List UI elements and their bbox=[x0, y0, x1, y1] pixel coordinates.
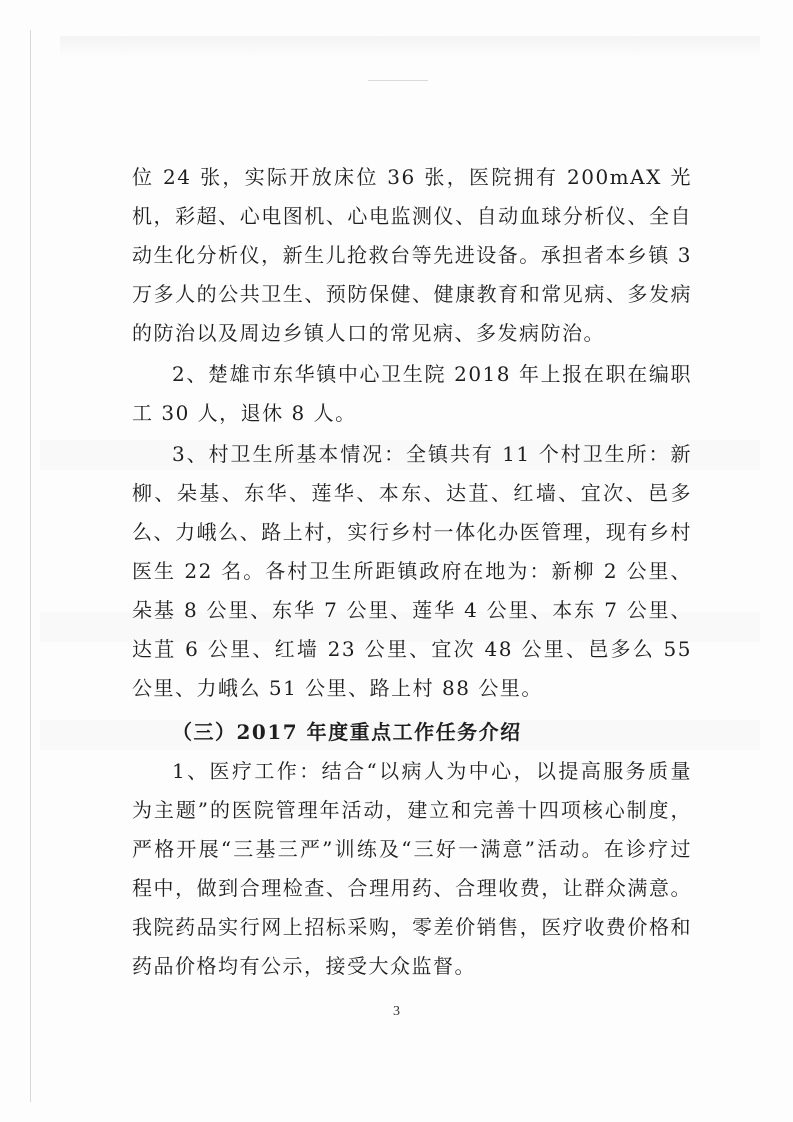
paragraph-village-clinics: 3、村卫生所基本情况：全镇共有 11 个村卫生所：新柳、朵基、东华、莲华、本东、达苴、红墙、宜次、邑多么、力峨么、路上村，实行乡村一体化办医管理，现有乡村医生 22 名。各村卫生所距镇政府在地为：新柳 2 公里、朵基 8 公里、东华 7 公里、莲华 4 公里、本东 7 公里、达苴 6 公里、红墙 23 公里、宜次 48 公里、邑多么 55 公里、力峨么 51 公里、路上村 88 公里。 bbox=[132, 442, 692, 700]
document-body bbox=[132, 158, 692, 986]
scan-margin-line bbox=[30, 30, 31, 1102]
paragraph-staff: 2、楚雄市东华镇中心卫生院 2018 年上报在职在编职工 30 人，退休 8 人。 bbox=[132, 362, 692, 425]
paragraph-facilities: 位 24 张，实际开放床位 36 张，医院拥有 200mAX 光机，彩超、心电图机、心电监测仪、自动血球分析仪、全自动生化分析仪，新生儿抢救台等先进设备。承担者本乡镇 3 万多人的公共卫生、预防保健、健康教育和常见病、多发病的防治以及周边乡镇人口的常见病、多发病防治。 bbox=[132, 165, 692, 345]
section-heading: （三）2017 年度重点工作任务介绍 bbox=[172, 720, 522, 744]
paragraph-medical-work: 1、医疗工作：结合“以病人为中心，以提高服务质量为主题”的医院管理年活动，建立和完善十四项核心制度，严格开展“三基三严”训练及“三好一满意”活动。在诊疗过程中，做到合理检查、合理用药、合理收费，让群众满意。我院药品实行网上招标采购，零差价销售，医疗收费价格和药品价格均有公示，接受大众监督。 bbox=[132, 759, 692, 978]
scan-shadow bbox=[60, 36, 760, 58]
scan-mark bbox=[368, 80, 428, 87]
page-number: 3 bbox=[393, 1004, 400, 1019]
